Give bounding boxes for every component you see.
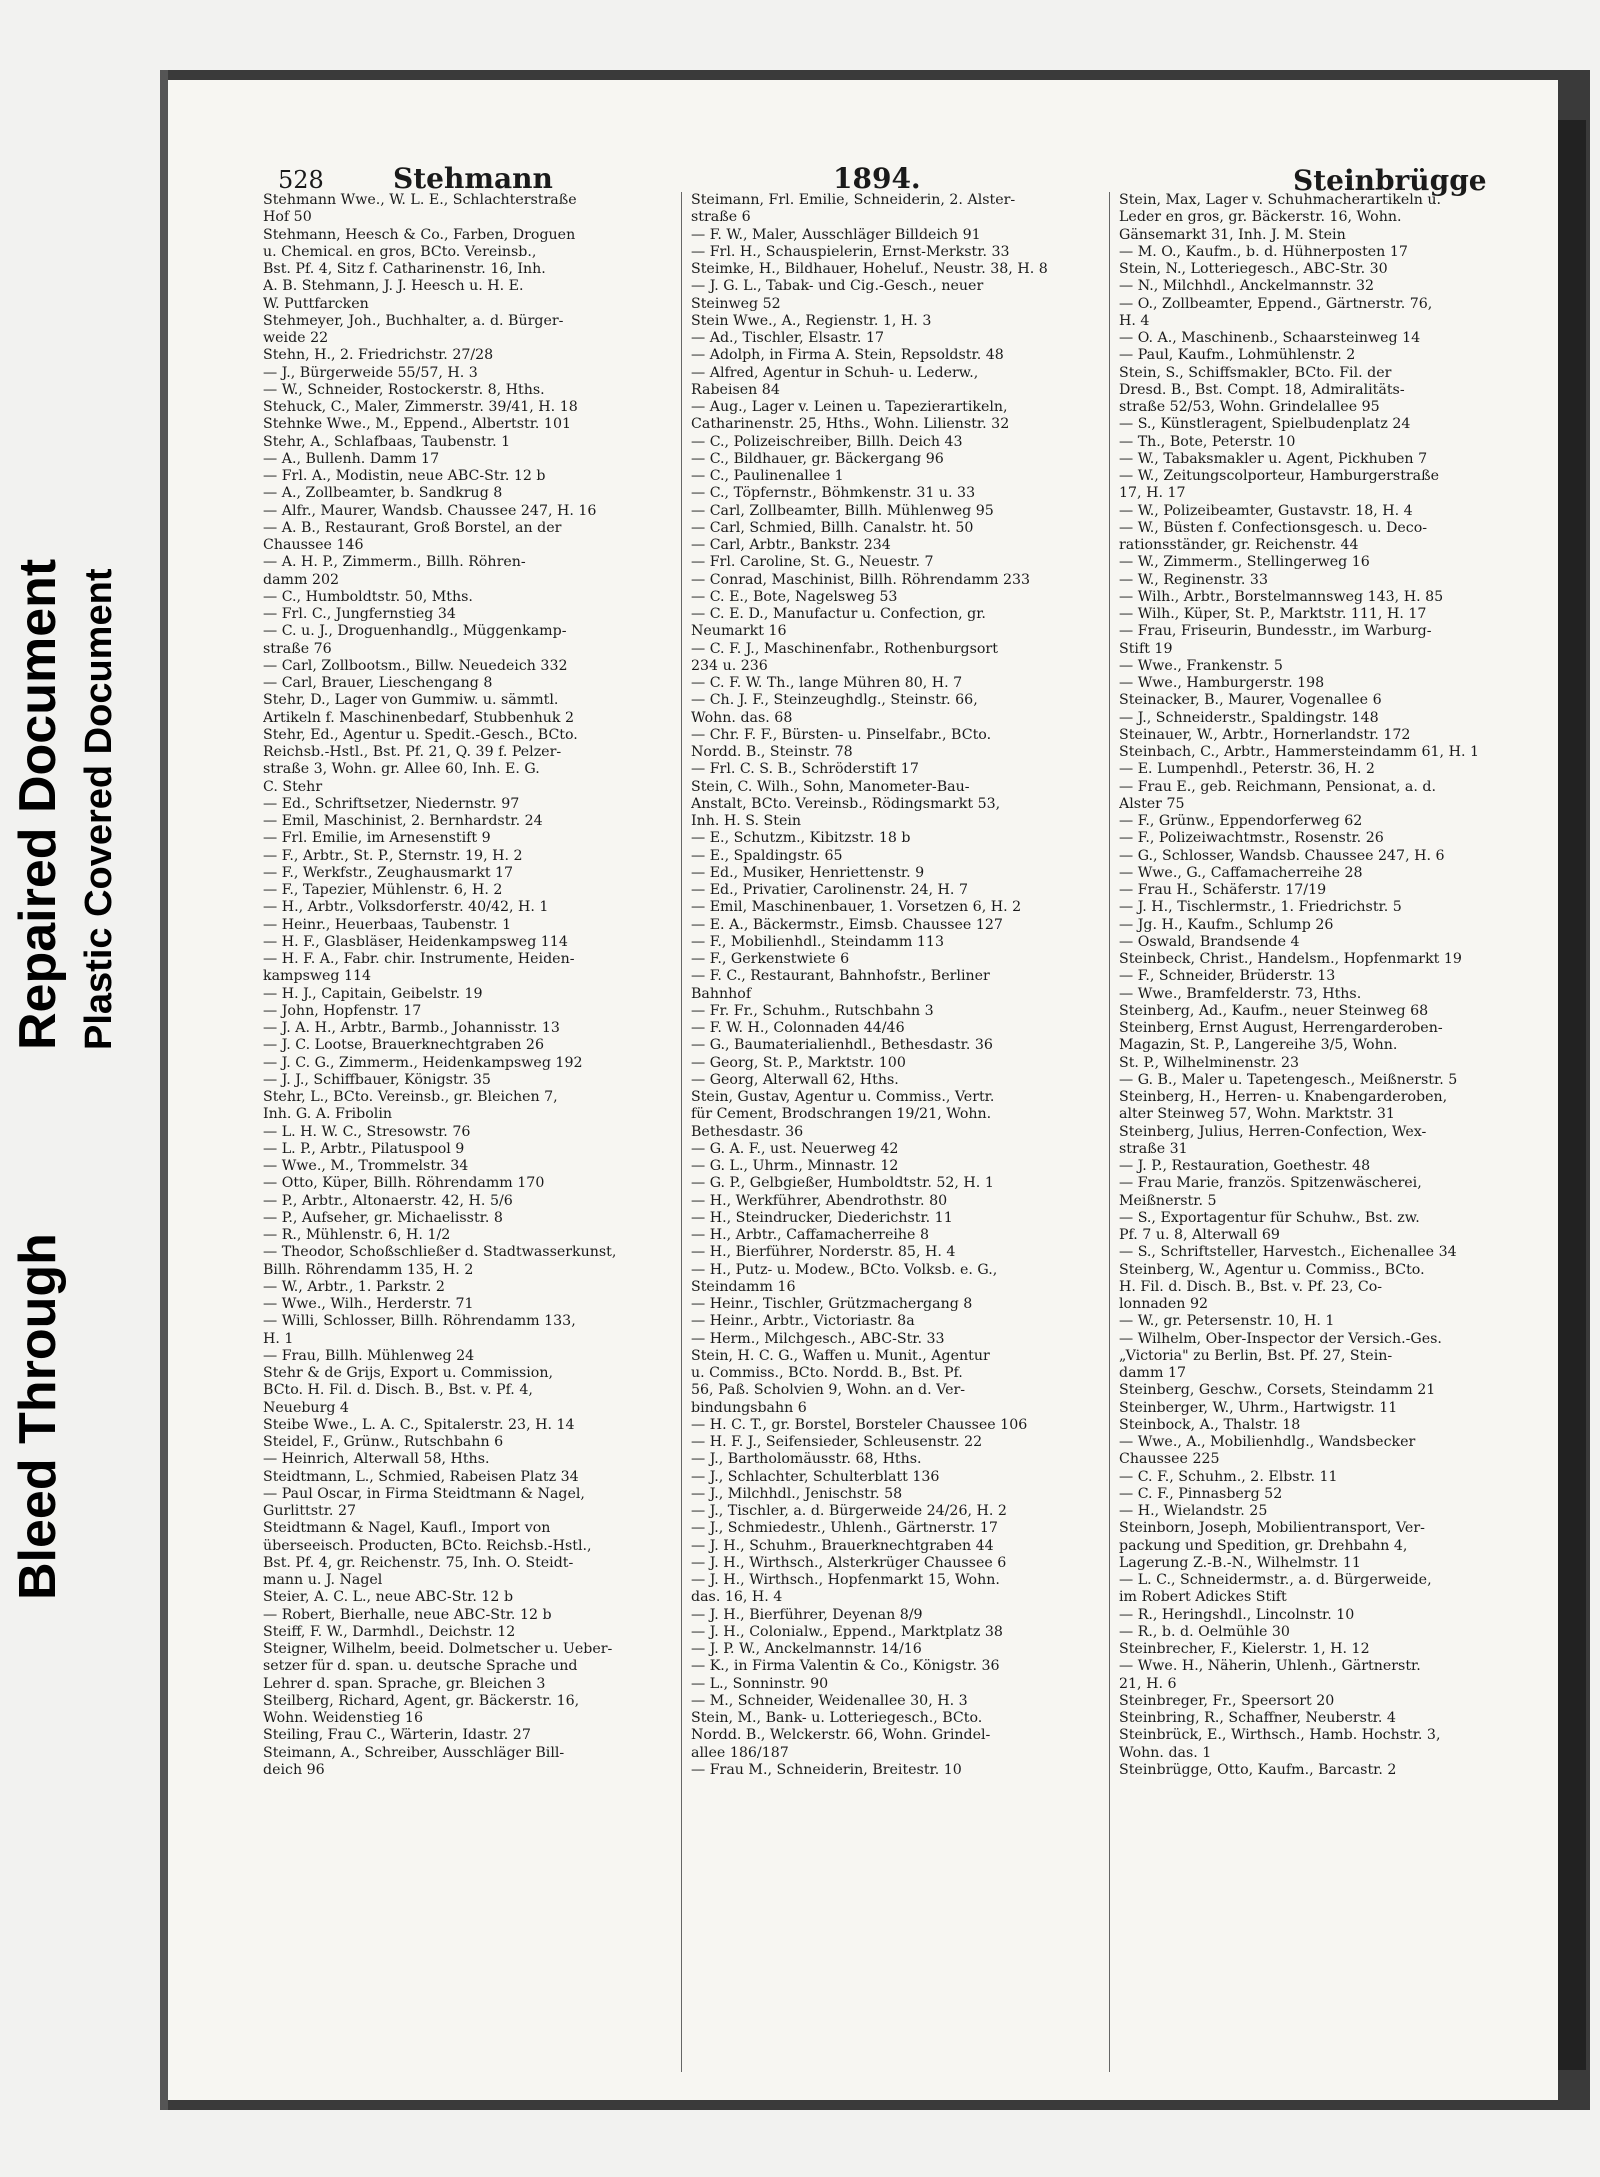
- directory-entry-line: — W., Tabaksmakler u. Agent, Pickhuben 7: [1119, 450, 1428, 467]
- directory-entry-line: — C., Paulinenallee 1: [691, 468, 844, 484]
- directory-entry-line: — O., Zollbeamter, Eppend., Gärtnerstr. 76,: [1119, 295, 1433, 312]
- directory-entry-line: weide 22: [263, 330, 329, 346]
- directory-entry-line: — L. H. W. C., Stresowstr. 76: [263, 1123, 471, 1140]
- page-number: 528: [278, 166, 324, 194]
- directory-entry-line: Steinberg, Geschw., Corsets, Steindamm 21: [1119, 1382, 1436, 1399]
- directory-entry-line: Stift 19: [1119, 640, 1173, 657]
- directory-entry-line: — John, Hopfenstr. 17: [263, 1002, 422, 1019]
- left-running-head: Stehmann: [393, 162, 553, 195]
- directory-entry-line: — Wwe., Bramfelderstr. 73, Hths.: [1119, 985, 1362, 1002]
- directory-entry-line: — Conrad, Maschinist, Billh. Röhrendamm 233: [691, 571, 1031, 588]
- directory-entry-line: Stein Wwe., A., Regienstr. 1, H. 3: [691, 312, 932, 329]
- directory-entry-line: Steinberger, W., Uhrm., Hartwigstr. 11: [1119, 1399, 1398, 1416]
- directory-entry-line: — Emil, Maschinist, 2. Bernhardstr. 24: [263, 813, 543, 829]
- directory-entry-line: Steibe Wwe., L. A. C., Spitalerstr. 23, H. 14: [263, 1416, 575, 1433]
- directory-entry-line: Artikeln f. Maschinenbedarf, Stubbenhuk 2: [263, 709, 574, 726]
- directory-entry-line: — Ed., Schriftsetzer, Niedernstr. 97: [263, 795, 520, 812]
- directory-entry-line: Steilberg, Richard, Agent, gr. Bäckerstr. 16,: [263, 1692, 580, 1709]
- directory-entry-line: Nordd. B., Steinstr. 78: [691, 744, 853, 760]
- directory-entry-line: — J. J., Schiffbauer, Königstr. 35: [263, 1071, 491, 1088]
- directory-entry-line: — J. H., Wirthsch., Hopfenmarkt 15, Wohn.: [691, 1572, 1000, 1588]
- directory-entry-line: Steinacker, B., Maurer, Vogenallee 6: [1119, 692, 1382, 709]
- directory-entry-line: H. 4: [1119, 312, 1150, 329]
- directory-entry-line: — Wwe., Hamburgerstr. 198: [1119, 675, 1325, 691]
- directory-entry-line: Lehrer d. span. Sprache, gr. Bleichen 3: [263, 1675, 546, 1692]
- directory-entry-line: — G., Schlosser, Wandsb. Chaussee 247, H. 6: [1119, 847, 1445, 864]
- directory-entry-line: — Ad., Tischler, Elsastr. 17: [691, 330, 885, 346]
- directory-entry-line: Bst. Pf. 4, Sitz f. Catharinenstr. 16, Inh.: [263, 261, 546, 277]
- directory-entry-line: — F., Werkfstr., Zeughausmarkt 17: [263, 864, 514, 881]
- directory-entry-line: Steidtmann & Nagel, Kaufl., Import von: [263, 1520, 551, 1537]
- directory-entry-line: damm 17: [1119, 1365, 1187, 1381]
- plastic-covered-document-label: Plastic Covered Document: [78, 568, 120, 1050]
- directory-entry-line: Chaussee 225: [1119, 1451, 1220, 1468]
- directory-entry-line: Meißnerstr. 5: [1119, 1192, 1217, 1209]
- directory-entry-line: Inh. G. A. Fribolin: [263, 1106, 393, 1123]
- directory-entry-line: Steinweg 52: [691, 295, 781, 312]
- directory-entry-line: — Wwe., M., Trommelstr. 34: [263, 1158, 469, 1174]
- directory-entry-line: — Frau Marie, französ. Spitzenwäscherei,: [1119, 1175, 1422, 1192]
- directory-entry-line: — L. C., Schneidermstr., a. d. Bürgerweide,: [1119, 1572, 1432, 1588]
- directory-entry-line: — H., Bierführer, Norderstr. 85, H. 4: [691, 1244, 956, 1261]
- directory-entry-line: — H., Wielandstr. 25: [1119, 1503, 1268, 1519]
- directory-entry-line: Steinbach, C., Arbtr., Hammersteindamm 61, H. 1: [1119, 744, 1479, 760]
- directory-entry-line: Stein, Max, Lager v. Schuhmacherartikeln u.: [1119, 192, 1442, 208]
- directory-entry-line: — J., Bartholomäusstr. 68, Hths.: [691, 1451, 922, 1468]
- directory-entry-line: — Wilh., Küper, St. P., Marktstr. 111, H. 17: [1119, 606, 1427, 622]
- directory-entry-line: BCto. H. Fil. d. Disch. B., Bst. v. Pf. 4,: [263, 1382, 533, 1399]
- directory-entry-line: — J., Schneiderstr., Spaldingstr. 148: [1119, 709, 1379, 726]
- directory-entry-line: Leder en gros, gr. Bäckerstr. 16, Wohn.: [1119, 209, 1402, 226]
- directory-entry-line: Chaussee 146: [263, 537, 364, 553]
- directory-entry-line: — Heinr., Tischler, Grützmachergang 8: [691, 1296, 973, 1312]
- directory-entry-line: — J. H., Colonialw., Eppend., Marktplatz 38: [691, 1623, 1003, 1640]
- directory-entry-line: — F., Gerkenstwiete 6: [691, 951, 850, 967]
- directory-entry-line: Stein, N., Lotteriegesch., ABC-Str. 30: [1119, 261, 1388, 277]
- directory-entry-line: Stehr, L., BCto. Vereinsb., gr. Bleichen 7,: [263, 1089, 558, 1105]
- directory-entry-line: Steinbrecher, F., Kielerstr. 1, H. 12: [1119, 1641, 1370, 1657]
- directory-entry-line: A. B. Stehmann, J. J. Heesch u. H. E.: [263, 278, 524, 295]
- directory-entry-line: Neueburg 4: [263, 1399, 349, 1416]
- directory-entry-line: — Heinr., Arbtr., Victoriastr. 8a: [691, 1313, 915, 1330]
- directory-entry-line: — C. E. D., Manufactur u. Confection, gr.: [691, 606, 986, 622]
- directory-entry-line: — J. P., Restauration, Goethestr. 48: [1119, 1158, 1371, 1174]
- directory-entry-line: — J., Tischler, a. d. Bürgerweide 24/26, H. 2: [691, 1503, 1007, 1519]
- directory-entry-line: — Wilh., Arbtr., Borstelmannsweg 143, H. 85: [1119, 588, 1444, 605]
- directory-entry-line: — W., gr. Petersenstr. 10, H. 1: [1119, 1313, 1335, 1330]
- directory-entry-line: Stehr, A., Schlafbaas, Taubenstr. 1: [263, 433, 511, 450]
- directory-entry-line: alter Steinweg 57, Wohn. Marktstr. 31: [1119, 1106, 1395, 1123]
- directory-entry-line: Steidtmann, L., Schmied, Rabeisen Platz 34: [263, 1468, 579, 1485]
- directory-entry-line: — Aug., Lager v. Leinen u. Tapezierartikeln,: [691, 399, 1008, 415]
- directory-entry-line: — Theodor, Schoßschließer d. Stadtwasserkunst,: [263, 1244, 617, 1261]
- directory-columns: [263, 192, 1523, 2072]
- directory-entry-line: Stein, M., Bank- u. Lotteriegesch., BCto.: [691, 1710, 983, 1726]
- page-edge-left: [160, 70, 168, 2110]
- directory-entry-line: — H. C. T., gr. Borstel, Borsteler Chaussee 106: [691, 1416, 1028, 1433]
- directory-entry-line: Steier, A. C. L., neue ABC-Str. 12 b: [263, 1589, 514, 1606]
- directory-entry-line: 234 u. 236: [691, 657, 768, 674]
- directory-entry-line: — A., Zollbeamter, b. Sandkrug 8: [263, 485, 503, 502]
- directory-entry-line: Stehr, Ed., Agentur u. Spedit.-Gesch., BCto.: [263, 726, 578, 743]
- directory-entry-line: — Herm., Milchgesch., ABC-Str. 33: [691, 1330, 945, 1347]
- directory-entry-line: — W., Zeitungscolporteur, Hamburgerstraße: [1119, 468, 1440, 484]
- directory-column-2: [691, 192, 1099, 2072]
- directory-entry-line: — H., Werkführer, Abendrothstr. 80: [691, 1192, 948, 1209]
- directory-entry-line: — W., Schneider, Rostockerstr. 8, Hths.: [263, 381, 545, 398]
- directory-entry-line: Steidel, F., Grünw., Rutschbahn 6: [263, 1434, 504, 1450]
- directory-entry-line: Bahnhof: [691, 985, 752, 1002]
- directory-entry-line: Neumarkt 16: [691, 623, 787, 640]
- directory-entry-line: Steigner, Wilhelm, beeid. Dolmetscher u. Ueber-: [263, 1641, 613, 1657]
- directory-entry-line: Stehn, H., 2. Friedrichstr. 27/28: [263, 347, 494, 364]
- directory-entry-line: — Frl. C., Jungfernstieg 34: [263, 606, 456, 622]
- directory-entry-line: — Frau, Billh. Mühlenweg 24: [263, 1347, 475, 1364]
- directory-entry-line: — H. J., Capitain, Geibelstr. 19: [263, 985, 483, 1002]
- directory-entry-line: straße 6: [691, 209, 751, 226]
- column-divider: [1109, 192, 1110, 2072]
- directory-entry-line: — Wilhelm, Ober-Inspector der Versich.-Ges.: [1119, 1330, 1442, 1347]
- directory-entry-line: — J. A. H., Arbtr., Barmb., Johannisstr. 13: [263, 1020, 560, 1036]
- directory-entry-line: für Cement, Brodschrangen 19/21, Wohn.: [691, 1106, 992, 1123]
- directory-entry-line: Wohn. das. 68: [691, 709, 793, 726]
- directory-entry-line: — C. F. J., Maschinenfabr., Rothenburgsort: [691, 640, 998, 657]
- directory-entry-line: — H. F. A., Fabr. chir. Instrumente, Heiden-: [263, 951, 575, 967]
- directory-entry-line: — J., Schmiedestr., Uhlenh., Gärtnerstr. 17: [691, 1520, 998, 1537]
- directory-entry-line: — Wwe., G., Caffamacherreihe 28: [1119, 864, 1363, 881]
- directory-entry-line: — F. C., Restaurant, Bahnhofstr., Berliner: [691, 968, 990, 985]
- directory-entry-line: im Robert Adickes Stift: [1119, 1589, 1287, 1606]
- directory-entry-line: — H., Arbtr., Volksdorferstr. 40/42, H. 1: [263, 899, 549, 916]
- directory-entry-line: — Frl. H., Schauspielerin, Ernst-Merkstr. 33: [691, 243, 1010, 260]
- directory-entry-line: — Jg. H., Kaufm., Schlump 26: [1119, 916, 1334, 933]
- directory-entry-line: — F., Tapezier, Mühlenstr. 6, H. 2: [263, 882, 503, 898]
- directory-entry-line: — J., Schlachter, Schulterblatt 136: [691, 1468, 940, 1485]
- directory-entry-line: Pf. 7 u. 8, Alterwall 69: [1119, 1227, 1280, 1243]
- bleed-through-label: Bleed Through: [9, 1233, 67, 1600]
- directory-entry-line: — A., Bullenh. Damm 17: [263, 450, 440, 467]
- page-edge-right: [1558, 120, 1586, 2070]
- directory-entry-line: — Carl, Brauer, Lieschengang 8: [263, 675, 493, 691]
- directory-entry-line: — C. E., Bote, Nagelsweg 53: [691, 588, 898, 605]
- directory-entry-line: — P., Aufseher, gr. Michaelisstr. 8: [263, 1209, 503, 1226]
- directory-entry-line: — Frau E., geb. Reichmann, Pensionat, a. d.: [1119, 778, 1436, 795]
- directory-entry-line: — R., Mühlenstr. 6, H. 1/2: [263, 1227, 451, 1243]
- directory-entry-line: — J. G. L., Tabak- und Cig.-Gesch., neuer: [691, 278, 984, 295]
- directory-entry-line: — L. P., Arbtr., Pilatuspool 9: [263, 1140, 465, 1157]
- directory-entry-line: — F. W. H., Colonnaden 44/46: [691, 1020, 905, 1036]
- directory-entry-line: — S., Exportagentur für Schuhw., Bst. zw.: [1119, 1209, 1420, 1226]
- directory-entry-line: — H., Steindrucker, Diederichstr. 11: [691, 1209, 953, 1226]
- directory-entry-line: — H., Arbtr., Caffamacherreihe 8: [691, 1227, 929, 1243]
- directory-entry-line: H. 1: [263, 1330, 294, 1347]
- directory-entry-line: 21, H. 6: [1119, 1675, 1177, 1692]
- directory-entry-line: — F., Mobilienhdl., Steindamm 113: [691, 933, 944, 950]
- directory-entry-line: — W., Zimmerm., Stellingerweg 16: [1119, 554, 1370, 571]
- directory-entry-line: u. Commiss., BCto. Nordd. B., Bst. Pf.: [691, 1365, 963, 1381]
- directory-entry-line: 56, Paß. Scholvien 9, Wohn. an d. Ver-: [691, 1382, 966, 1399]
- scan-side-labels: [0, 0, 150, 2177]
- directory-entry-line: — Frau, Friseurin, Bundesstr., im Warburg-: [1119, 623, 1432, 640]
- directory-entry-line: Steinbring, R., Schaffner, Neuberstr. 4: [1119, 1710, 1396, 1726]
- directory-entry-line: — W., Büsten f. Confectionsgesch. u. Deco-: [1119, 519, 1428, 536]
- directory-entry-line: Billh. Röhrendamm 135, H. 2: [263, 1261, 474, 1278]
- repaired-document-label: Repaired Document: [9, 558, 67, 1050]
- directory-entry-line: — C., Humboldtstr. 50, Mths.: [263, 588, 473, 605]
- directory-entry-line: — Alfred, Agentur in Schuh- u. Lederw.,: [691, 364, 979, 381]
- directory-entry-line: — Carl, Arbtr., Bankstr. 234: [691, 537, 891, 553]
- directory-entry-line: Steinbreger, Fr., Speersort 20: [1119, 1692, 1335, 1709]
- directory-entry-line: — J., Milchhdl., Jenischstr. 58: [691, 1485, 903, 1502]
- directory-entry-line: — Ch. J. F., Steinzeughdlg., Steinstr. 66,: [691, 692, 978, 709]
- directory-entry-line: kampsweg 114: [263, 968, 372, 985]
- directory-entry-line: — A. H. P., Zimmerm., Billh. Röhren-: [263, 554, 526, 571]
- directory-entry-line: Hof 50: [263, 209, 312, 226]
- directory-entry-line: — F., Polizeiwachtmstr., Rosenstr. 26: [1119, 830, 1384, 847]
- directory-entry-line: Steinberg, H., Herren- u. Knabengarderoben,: [1119, 1089, 1448, 1105]
- directory-entry-line: — F., Arbtr., St. P., Sternstr. 19, H. 2: [263, 847, 523, 864]
- directory-entry-line: — Ed., Musiker, Henriettenstr. 9: [691, 864, 925, 881]
- directory-entry-line: damm 202: [263, 571, 340, 588]
- directory-entry-line: Stehr & de Grijs, Export u. Commission,: [263, 1365, 553, 1381]
- directory-entry-line: — C. u. J., Droguenhandlg., Müggenkamp-: [263, 623, 567, 640]
- directory-entry-line: — Chr. F. F., Bürsten- u. Pinselfabr., BCto.: [691, 726, 992, 743]
- directory-entry-line: „Victoria" zu Berlin, Bst. Pf. 27, Stein-: [1119, 1347, 1393, 1364]
- directory-entry-line: Steinborn, Joseph, Mobilientransport, Ver-: [1119, 1520, 1425, 1537]
- directory-entry-line: Steinbrügge, Otto, Kaufm., Barcastr. 2: [1119, 1761, 1397, 1778]
- directory-entry-line: Stehmann Wwe., W. L. E., Schlachterstraße: [263, 192, 577, 208]
- directory-entry-line: straße 76: [263, 640, 332, 657]
- directory-entry-line: — R., b. d. Oelmühle 30: [1119, 1623, 1290, 1640]
- directory-entry-line: — Frau H., Schäferstr. 17/19: [1119, 882, 1327, 898]
- directory-entry-line: — J. H., Tischlermstr., 1. Friedrichstr. 5: [1119, 899, 1402, 916]
- directory-column-3: [1119, 192, 1527, 2072]
- directory-entry-line: — Robert, Bierhalle, neue ABC-Str. 12 b: [263, 1606, 552, 1623]
- directory-entry-line: Catharinenstr. 25, Hths., Wohn. Lilienstr. 32: [691, 416, 1010, 433]
- directory-entry-line: Steinberg, W., Agentur u. Commiss., BCto.: [1119, 1261, 1425, 1278]
- directory-entry-line: — H., Putz- u. Modew., BCto. Volksb. e. G.,: [691, 1261, 998, 1278]
- directory-entry-line: — Wwe., Frankenstr. 5: [1119, 657, 1283, 674]
- directory-entry-line: Bst. Pf. 4, gr. Reichenstr. 75, Inh. O. Steidt-: [263, 1554, 574, 1571]
- directory-entry-line: Steinberg, Ad., Kaufm., neuer Steinweg 68: [1119, 1002, 1429, 1019]
- directory-entry-line: — Heinr., Heuerbaas, Taubenstr. 1: [263, 916, 512, 933]
- directory-page: [168, 80, 1558, 2100]
- year-heading: 1894.: [833, 162, 921, 195]
- directory-entry-line: — Carl, Schmied, Billh. Canalstr. ht. 50: [691, 519, 974, 536]
- directory-entry-line: u. Chemical. en gros, BCto. Vereinsb.,: [263, 243, 537, 260]
- directory-entry-line: Steinberg, Ernst August, Herrengarderoben-: [1119, 1020, 1443, 1036]
- directory-entry-line: — G. B., Maler u. Tapetengesch., Meißnerstr. 5: [1119, 1071, 1458, 1088]
- directory-entry-line: — Georg, St. P., Marktstr. 100: [691, 1054, 906, 1071]
- directory-entry-line: — A. B., Restaurant, Groß Borstel, an der: [263, 519, 562, 536]
- directory-entry-line: — G. A. F., ust. Neuerweg 42: [691, 1140, 899, 1157]
- directory-entry-line: Dresd. B., Bst. Compt. 18, Admiralitäts-: [1119, 381, 1405, 398]
- directory-entry-line: — W., Arbtr., 1. Parkstr. 2: [263, 1278, 445, 1295]
- directory-entry-line: — Frau M., Schneiderin, Breitestr. 10: [691, 1761, 962, 1778]
- directory-entry-line: — E. Lumpenhdl., Peterstr. 36, H. 2: [1119, 761, 1375, 778]
- directory-entry-line: Wohn. Weidenstieg 16: [263, 1710, 423, 1726]
- directory-entry-line: — Carl, Zollbootsm., Billw. Neuedeich 332: [263, 657, 568, 674]
- directory-entry-line: — S., Künstleragent, Spielbudenplatz 24: [1119, 416, 1411, 433]
- directory-entry-line: Reichsb.-Hstl., Bst. Pf. 21, Q. 39 f. Pelzer-: [263, 744, 562, 760]
- directory-entry-line: allee 186/187: [691, 1744, 789, 1761]
- directory-entry-line: — J., Bürgerweide 55/57, H. 3: [263, 364, 478, 381]
- directory-entry-line: Gurlittstr. 27: [263, 1503, 357, 1519]
- directory-entry-line: — Emil, Maschinenbauer, 1. Vorsetzen 6, H. 2: [691, 899, 1022, 916]
- directory-entry-line: — Wwe., Wilh., Herderstr. 71: [263, 1296, 474, 1312]
- directory-entry-line: packung und Spedition, gr. Drehbahn 4,: [1119, 1537, 1408, 1554]
- directory-entry-line: mann u. J. Nagel: [263, 1572, 383, 1588]
- directory-entry-line: — Paul Oscar, in Firma Steidtmann & Nagel,: [263, 1485, 585, 1502]
- directory-entry-line: — E. A., Bäckermstr., Eimsb. Chaussee 127: [691, 916, 1003, 933]
- directory-entry-line: — Alfr., Maurer, Wandsb. Chaussee 247, H. 16: [263, 502, 597, 519]
- directory-entry-line: Steinberg, Julius, Herren-Confection, Wex-: [1119, 1123, 1427, 1140]
- directory-entry-line: bindungsbahn 6: [691, 1399, 807, 1416]
- directory-entry-line: — G. P., Gelbgießer, Humboldtstr. 52, H. 1: [691, 1175, 994, 1192]
- directory-entry-line: — P., Arbtr., Altonaerstr. 42, H. 5/6: [263, 1192, 513, 1209]
- directory-entry-line: — S., Schriftsteller, Harvestch., Eichenallee 34: [1119, 1244, 1457, 1261]
- directory-entry-line: — Heinrich, Alterwall 58, Hths.: [263, 1451, 490, 1468]
- directory-entry-line: — Th., Bote, Peterstr. 10: [1119, 433, 1296, 450]
- directory-entry-line: — W., Polizeibeamter, Gustavstr. 18, H. 4: [1119, 502, 1413, 519]
- directory-entry-line: lonnaden 92: [1119, 1296, 1208, 1312]
- directory-entry-line: Wohn. das. 1: [1119, 1744, 1212, 1761]
- directory-entry-line: Steinbrück, E., Wirthsch., Hamb. Hochstr. 3,: [1119, 1727, 1441, 1744]
- directory-entry-line: rationsständer, gr. Reichenstr. 44: [1119, 537, 1359, 553]
- directory-entry-line: — C. F., Schuhm., 2. Elbstr. 11: [1119, 1468, 1338, 1485]
- directory-entry-line: Bethesdastr. 36: [691, 1123, 804, 1140]
- directory-entry-line: — J. H., Schuhm., Brauerknechtgraben 44: [691, 1537, 994, 1554]
- directory-entry-line: Stein, C. Wilh., Sohn, Manometer-Bau-: [691, 778, 970, 795]
- directory-entry-line: — R., Heringshdl., Lincolnstr. 10: [1119, 1606, 1355, 1623]
- directory-entry-line: überseeisch. Producten, BCto. Reichsb.-Hstl.,: [263, 1537, 592, 1554]
- directory-entry-line: — Frl. C. S. B., Schröderstift 17: [691, 761, 919, 778]
- directory-entry-line: — L., Sonninstr. 90: [691, 1675, 829, 1692]
- directory-entry-line: — Fr. Fr., Schuhm., Rutschbahn 3: [691, 1002, 934, 1019]
- directory-entry-line: — Wwe. H., Näherin, Uhlenh., Gärtnerstr.: [1119, 1658, 1421, 1675]
- directory-entry-line: — O. A., Maschinenb., Schaarsteinweg 14: [1119, 330, 1421, 346]
- directory-entry-line: Steimke, H., Bildhauer, Hoheluf., Neustr. 38, H. 8: [691, 261, 1048, 277]
- directory-entry-line: — M., Schneider, Weidenallee 30, H. 3: [691, 1692, 968, 1709]
- directory-entry-line: — F., Grünw., Eppendorferweg 62: [1119, 813, 1363, 829]
- directory-entry-line: straße 31: [1119, 1140, 1188, 1157]
- directory-entry-line: Stein, S., Schiffsmakler, BCto. Fil. der: [1119, 364, 1392, 381]
- directory-entry-line: deich 96: [263, 1761, 325, 1778]
- directory-entry-line: — C., Bildhauer, gr. Bäckergang 96: [691, 450, 944, 467]
- directory-entry-line: Steimann, Frl. Emilie, Schneiderin, 2. Alster-: [691, 192, 1016, 208]
- directory-entry-line: — E., Spaldingstr. 65: [691, 847, 843, 864]
- directory-entry-line: Alster 75: [1119, 795, 1185, 812]
- directory-entry-line: Stehnke Wwe., M., Eppend., Albertstr. 101: [263, 416, 572, 433]
- directory-entry-line: — N., Milchhdl., Anckelmannstr. 32: [1119, 278, 1375, 295]
- directory-entry-line: — J. C. Lootse, Brauerknechtgraben 26: [263, 1037, 544, 1054]
- directory-entry-line: Steiff, F. W., Darmhdl., Deichstr. 12: [263, 1623, 516, 1640]
- directory-entry-line: Stein, Gustav, Agentur u. Commiss., Vertr.: [691, 1089, 995, 1105]
- directory-entry-line: — Paul, Kaufm., Lohmühlenstr. 2: [1119, 347, 1356, 364]
- directory-entry-line: — Frl. Caroline, St. G., Neuestr. 7: [691, 554, 934, 571]
- directory-entry-line: straße 52/53, Wohn. Grindelallee 95: [1119, 399, 1380, 415]
- directory-entry-line: — M. O., Kaufm., b. d. Hühnerposten 17: [1119, 243, 1408, 260]
- directory-entry-line: — G. L., Uhrm., Minnastr. 12: [691, 1158, 899, 1174]
- directory-entry-line: Magazin, St. P., Langereihe 3/5, Wohn.: [1119, 1037, 1398, 1054]
- directory-entry-line: — Frl. A., Modistin, neue ABC-Str. 12 b: [263, 468, 546, 484]
- directory-entry-line: St. P., Wilhelminenstr. 23: [1119, 1054, 1300, 1071]
- directory-entry-line: Stehuck, C., Maler, Zimmerstr. 39/41, H. 18: [263, 399, 578, 415]
- directory-entry-line: — C. F., Pinnasberg 52: [1119, 1485, 1283, 1502]
- directory-entry-line: — W., Reginenstr. 33: [1119, 571, 1268, 588]
- directory-entry-line: — F., Schneider, Brüderstr. 13: [1119, 968, 1336, 985]
- directory-entry-line: — J. H., Bierführer, Deyenan 8/9: [691, 1606, 923, 1623]
- directory-entry-line: Gänsemarkt 31, Inh. J. M. Stein: [1119, 226, 1346, 243]
- directory-entry-line: straße 3, Wohn. gr. Allee 60, Inh. E. G.: [263, 761, 540, 778]
- directory-entry-line: Stehmann, Heesch & Co., Farben, Droguen: [263, 226, 576, 243]
- directory-entry-line: — Oswald, Brandsende 4: [1119, 933, 1300, 950]
- directory-entry-line: — Carl, Zollbeamter, Billh. Mühlenweg 95: [691, 502, 994, 519]
- directory-entry-line: Inh. H. S. Stein: [691, 813, 802, 829]
- directory-entry-line: — H. F. J., Seifensieder, Schleusenstr. 22: [691, 1434, 983, 1450]
- directory-entry-line: — C. F. W. Th., lange Mühren 80, H. 7: [691, 675, 963, 691]
- directory-entry-line: Lagerung Z.-B.-N., Wilhelmstr. 11: [1119, 1554, 1361, 1571]
- directory-entry-line: — Wwe., A., Mobilienhdlg., Wandsbecker: [1119, 1434, 1416, 1450]
- directory-entry-line: — Willi, Schlosser, Billh. Röhrendamm 133,: [263, 1313, 576, 1330]
- column-divider: [681, 192, 682, 2072]
- directory-entry-line: — C., Polizeischreiber, Billh. Deich 43: [691, 433, 963, 450]
- directory-entry-line: Rabeisen 84: [691, 381, 780, 398]
- directory-entry-line: Steiling, Frau C., Wärterin, Idastr. 27: [263, 1727, 531, 1744]
- directory-entry-line: — K., in Firma Valentin & Co., Königstr. 36: [691, 1658, 1000, 1675]
- directory-entry-line: Stein, H. C. G., Waffen u. Munit., Agentur: [691, 1347, 990, 1364]
- directory-entry-line: — Otto, Küper, Billh. Röhrendamm 170: [263, 1175, 545, 1192]
- directory-entry-line: — Ed., Privatier, Carolinenstr. 24, H. 7: [691, 882, 968, 898]
- directory-entry-line: Stehmeyer, Joh., Buchhalter, a. d. Bürger-: [263, 312, 564, 329]
- directory-entry-line: Nordd. B., Welckerstr. 66, Wohn. Grindel-: [691, 1727, 991, 1744]
- directory-entry-line: Steimann, A., Schreiber, Ausschläger Bill-: [263, 1744, 565, 1761]
- directory-entry-line: Steindamm 16: [691, 1278, 796, 1295]
- directory-entry-line: setzer für d. span. u. deutsche Sprache und: [263, 1658, 578, 1675]
- directory-entry-line: Steinbock, A., Thalstr. 18: [1119, 1416, 1301, 1433]
- directory-entry-line: W. Puttfarcken: [263, 295, 369, 312]
- directory-entry-line: C. Stehr: [263, 778, 323, 795]
- directory-entry-line: — Adolph, in Firma A. Stein, Repsoldstr. 48: [691, 347, 1004, 364]
- directory-entry-line: — C., Töpfernstr., Böhmkenstr. 31 u. 33: [691, 485, 976, 502]
- directory-entry-line: — J. H., Wirthsch., Alsterkrüger Chaussee 6: [691, 1554, 1007, 1571]
- directory-entry-line: — J. C. G., Zimmerm., Heidenkampsweg 192: [263, 1054, 583, 1071]
- directory-entry-line: — F. W., Maler, Ausschläger Billdeich 91: [691, 226, 981, 243]
- directory-entry-line: Anstalt, BCto. Vereinsb., Rödingsmarkt 53,: [691, 795, 1001, 812]
- directory-column-1: [263, 192, 671, 2072]
- directory-entry-line: — Frl. Emilie, im Arnesenstift 9: [263, 830, 491, 847]
- directory-entry-line: Stehr, D., Lager von Gummiw. u. sämmtl.: [263, 692, 559, 709]
- directory-entry-line: — E., Schutzm., Kibitzstr. 18 b: [691, 830, 911, 847]
- directory-entry-line: — Georg, Alterwall 62, Hths.: [691, 1071, 899, 1088]
- directory-entry-line: Steinbeck, Christ., Handelsm., Hopfenmarkt 19: [1119, 951, 1462, 967]
- directory-entry-line: H. Fil. d. Disch. B., Bst. v. Pf. 23, Co-: [1119, 1278, 1383, 1295]
- directory-entry-line: — H. F., Glasbläser, Heidenkampsweg 114: [263, 933, 568, 950]
- directory-entry-line: 17, H. 17: [1119, 485, 1186, 502]
- directory-entry-line: Steinauer, W., Arbtr., Hornerlandstr. 172: [1119, 726, 1411, 743]
- directory-entry-line: — J. P. W., Anckelmannstr. 14/16: [691, 1641, 922, 1657]
- right-running-head: Steinbrügge: [1293, 164, 1487, 197]
- directory-entry-line: das. 16, H. 4: [691, 1589, 783, 1606]
- directory-entry-line: — G., Baumaterialienhdl., Bethesdastr. 36: [691, 1037, 993, 1054]
